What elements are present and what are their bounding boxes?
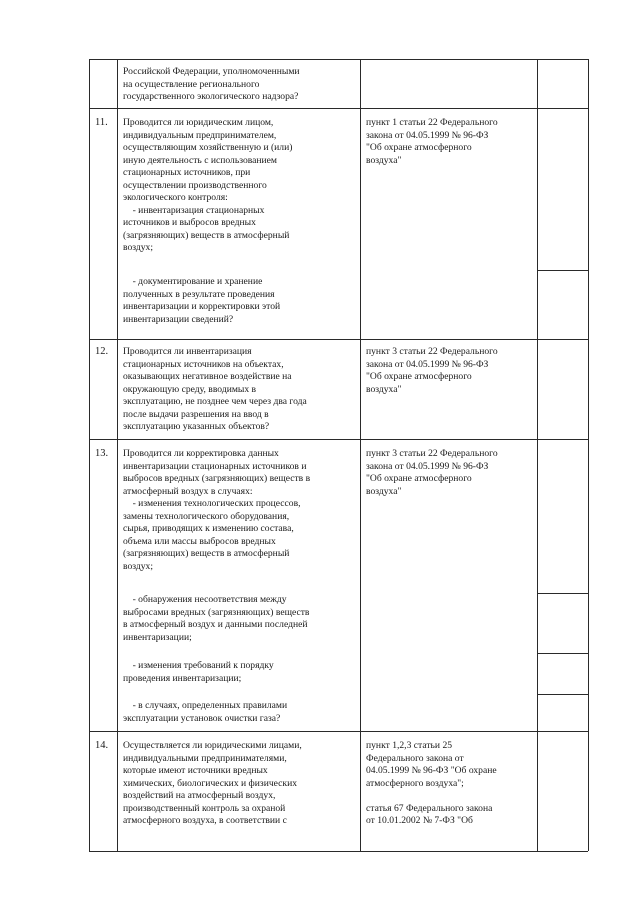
row-13-requirement-line: выбросов вредных (загрязняющих) веществ в bbox=[123, 473, 311, 484]
row-11-requirement-line: источников и выбросов вредных bbox=[123, 217, 256, 228]
row-12-requirement-line: эксплуатацию, не позднее чем через два года bbox=[123, 396, 307, 407]
row-11-requirement-line: воздух; bbox=[123, 242, 154, 253]
table-border-right bbox=[588, 59, 589, 851]
row-13-requirement-line: (загрязняющих) веществ в атмосферный bbox=[123, 548, 290, 559]
subrow-divider bbox=[537, 653, 588, 654]
row-14-legal-line: статья 67 Федерального закона bbox=[366, 802, 493, 814]
row-13-requirement-line: атмосферный воздух в случаях: bbox=[123, 485, 253, 497]
row-11-requirement-line: индивидуальным предпринимателем, bbox=[123, 129, 277, 141]
row-13-legal-line: "Об охране атмосферного bbox=[366, 473, 472, 484]
column-divider bbox=[117, 59, 118, 851]
table-border-top bbox=[89, 59, 588, 60]
row-divider bbox=[89, 439, 588, 440]
table-border-left bbox=[89, 59, 90, 851]
row-14-legal-line: атмосферного воздуха"; bbox=[366, 777, 464, 789]
row-14-requirement-line: воздействий на атмосферный воздух, bbox=[123, 790, 276, 801]
row-13-requirement-line: - изменения требований к порядку bbox=[123, 660, 274, 671]
row-14-requirement-line: химических, биологических и физических bbox=[123, 777, 297, 789]
row-13-requirement-line: воздух; bbox=[123, 560, 154, 572]
row-13-requirement-line: инвентаризации; bbox=[123, 631, 192, 643]
row-11-requirement-line: - документирование и хранение bbox=[123, 276, 263, 287]
row-12-requirement-line: стационарных источников на объектах, bbox=[123, 358, 284, 370]
row-divider bbox=[89, 339, 588, 340]
row-11-requirement-line: стационарных источников, при bbox=[123, 167, 251, 178]
row-13-requirement-line: - изменения технологических процессов, bbox=[123, 498, 301, 509]
row-11-legal-line: пункт 1 статьи 22 Федерального bbox=[366, 117, 498, 128]
subrow-divider bbox=[537, 694, 588, 695]
row-12-legal-line: "Об охране атмосферного bbox=[366, 371, 472, 382]
row-13-requirement-line: проведения инвентаризации; bbox=[123, 672, 242, 684]
row-13-requirement-line: объема или массы выбросов вредных bbox=[123, 535, 276, 547]
row-13-legal-line: закона от 04.05.1999 № 96-ФЗ bbox=[366, 460, 489, 472]
row-14-legal-line: пункт 1,2,3 статьи 25 bbox=[366, 740, 453, 751]
row-12-legal-line: пункт 3 статьи 22 Федерального bbox=[366, 346, 498, 357]
row-11-requirement-line: осуществлении производственного bbox=[123, 179, 267, 191]
row-13-legal-line: воздуха" bbox=[366, 485, 402, 497]
row-number: 12. bbox=[95, 346, 109, 357]
row-13-requirement-line: эксплуатации установок очистки газа? bbox=[123, 712, 281, 724]
row-12-requirement-line: после выдачи разрешения на ввод в bbox=[123, 408, 269, 420]
row-11-requirement-line: - инвентаризация стационарных bbox=[123, 204, 265, 216]
table-border-bottom bbox=[89, 851, 588, 852]
row-continuation-requirement-line: государственного экологического надзора? bbox=[123, 91, 299, 102]
row-14-requirement-line: атмосферного воздуха, в соответствии с bbox=[123, 815, 287, 826]
row-12-requirement-line: окружающую среду, вводимых в bbox=[123, 383, 257, 395]
row-12-requirement-line: Проводится ли инвентаризация bbox=[123, 346, 252, 357]
row-13-requirement-line: Проводится ли корректировка данных bbox=[123, 448, 279, 459]
row-14-requirement-line: производственный контроль за охраной bbox=[123, 802, 286, 814]
row-13-requirement-line: замены технологического оборудования, bbox=[123, 510, 290, 522]
row-13-requirement-line: инвентаризации стационарных источников и bbox=[123, 460, 307, 472]
row-13-legal-line: пункт 3 статьи 22 Федерального bbox=[366, 448, 498, 459]
row-14-legal-line: от 10.01.2002 № 7-ФЗ "Об bbox=[366, 815, 473, 826]
row-12-legal-line: воздуха" bbox=[366, 383, 402, 395]
row-number: 11. bbox=[95, 117, 108, 128]
row-14-requirement-line: которые имеют источники вредных bbox=[123, 765, 268, 776]
row-11-requirement-line: инвентаризации сведений? bbox=[123, 313, 234, 325]
row-continuation-requirement-line: на осуществление регионального bbox=[123, 78, 260, 90]
row-12-legal-line: закона от 04.05.1999 № 96-ФЗ bbox=[366, 358, 489, 370]
column-divider bbox=[360, 59, 361, 851]
row-11-requirement-line: экологического контроля: bbox=[123, 192, 228, 203]
row-12-requirement-line: эксплуатацию указанных объектов? bbox=[123, 421, 270, 432]
subrow-divider bbox=[537, 270, 588, 271]
row-13-requirement-line: - обнаружения несоответствия между bbox=[123, 594, 287, 605]
row-11-requirement-line: Проводится ли юридическим лицом, bbox=[123, 117, 274, 128]
row-11-requirement-line: инвентаризации и корректировки этой bbox=[123, 301, 281, 312]
row-11-requirement-line: осуществляющим хозяйственную и (или) bbox=[123, 142, 293, 153]
row-number: 14. bbox=[95, 740, 109, 751]
row-14-requirement-line: Осуществляется ли юридическими лицами, bbox=[123, 740, 302, 751]
row-continuation-requirement-line: Российской Федерации, уполномоченными bbox=[123, 66, 300, 77]
row-number: 13. bbox=[95, 448, 109, 459]
row-11-requirement-line: иную деятельность с использованием bbox=[123, 154, 277, 166]
row-14-legal-line: Федерального закона от bbox=[366, 752, 464, 764]
row-divider bbox=[89, 731, 588, 732]
row-13-requirement-line: в атмосферный воздух и данными последней bbox=[123, 619, 308, 630]
row-divider bbox=[89, 108, 588, 109]
row-11-requirement-line: полученных в результате проведения bbox=[123, 288, 275, 300]
row-12-requirement-line: оказывающих негативное воздействие на bbox=[123, 371, 292, 382]
row-13-requirement-line: сырья, приводящих к изменению состава, bbox=[123, 523, 294, 534]
row-13-requirement-line: выбросами вредных (загрязняющих) веществ bbox=[123, 606, 310, 618]
row-11-legal-line: "Об охране атмосферного bbox=[366, 142, 472, 153]
row-11-legal-line: воздуха" bbox=[366, 154, 402, 166]
row-13-requirement-line: - в случаях, определенных правилами bbox=[123, 700, 288, 711]
subrow-divider bbox=[537, 593, 588, 594]
row-11-legal-line: закона от 04.05.1999 № 96-ФЗ bbox=[366, 129, 489, 141]
row-11-requirement-line: (загрязняющих) веществ в атмосферный bbox=[123, 229, 290, 241]
row-14-requirement-line: индивидуальными предпринимателями, bbox=[123, 752, 287, 764]
row-14-legal-line: 04.05.1999 № 96-ФЗ "Об охране bbox=[366, 765, 497, 776]
column-divider bbox=[537, 59, 538, 851]
